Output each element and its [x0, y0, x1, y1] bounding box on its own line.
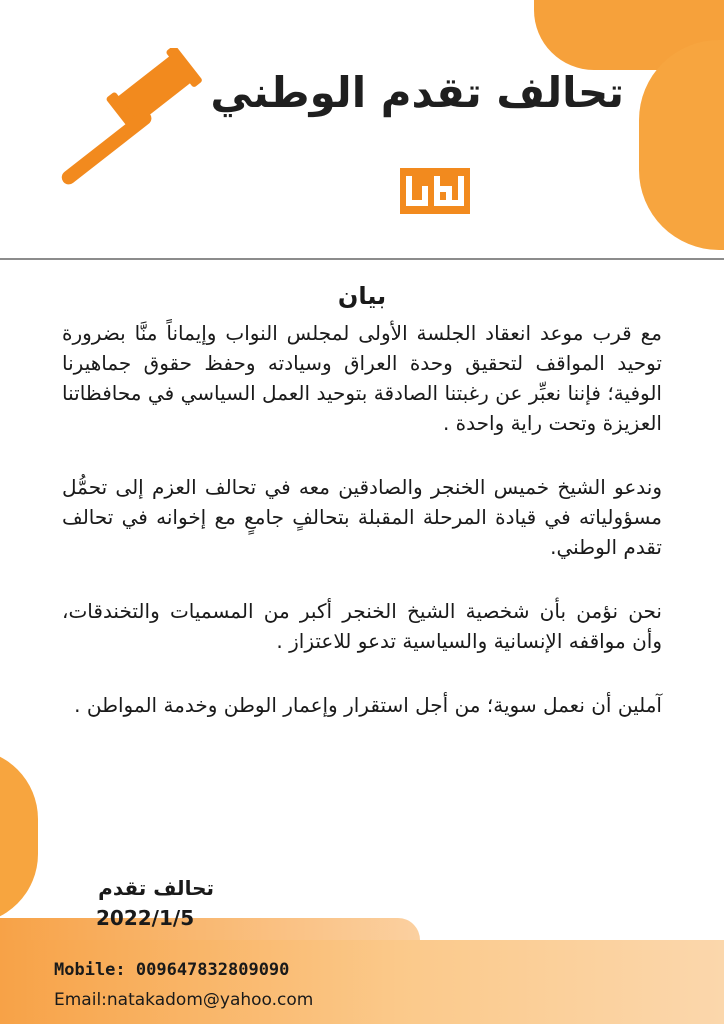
- footer-tab: [0, 918, 420, 940]
- paragraph-1: مع قرب موعد انعقاد الجلسة الأولى لمجلس النواب وإيماناً منَّا بضرورة توحيد المواقف لتحقيق وحدة العراق وسيادته وحفظ حقوق جماهيرنا الوفية؛ فإننا نعبِّر عن رغبتنا الصادقة بتوحيد العمل السياسي في محافظاتنا العزيزة وتحت راية واحدة .: [62, 321, 662, 435]
- gavel-icon: [48, 48, 218, 198]
- statement-date: 2022/1/5: [96, 906, 195, 930]
- footer-mobile: Mobile: 009647832809090: [54, 960, 290, 980]
- paragraph-3: نحن نؤمن بأن شخصية الشيخ الخنجر أكبر من المسميات والتخندقات، وأن مواقفه الإنسانية والسياسية تدعو للاعتزاز .: [62, 599, 662, 653]
- corner-decoration-right: [639, 40, 724, 250]
- paragraph-4: آملين أن نعمل سوية؛ من أجل استقرار وإعمار الوطن وخدمة المواطن .: [74, 693, 662, 717]
- statement-heading: بيان: [337, 282, 387, 310]
- paragraph-2: وندعو الشيخ خميس الخنجر والصادقين معه في تحالف العزم إلى تحمُّل مسؤولياته في قيادة المرحلة المقبلة بتحالفٍ جامعٍ مع إخوانه في تحالف تقدم الوطني.: [62, 475, 662, 559]
- footer-email: Email:natakadom@yahoo.com: [54, 990, 314, 1010]
- statement-body: [62, 318, 662, 754]
- taqadum-logo: [400, 168, 470, 214]
- header-divider: [0, 258, 724, 260]
- page-title: تحالف تقدم الوطني: [210, 68, 624, 117]
- corner-decoration-left: [0, 749, 38, 924]
- signature: تحالف تقدم: [98, 876, 214, 900]
- footer-band: [0, 940, 724, 1024]
